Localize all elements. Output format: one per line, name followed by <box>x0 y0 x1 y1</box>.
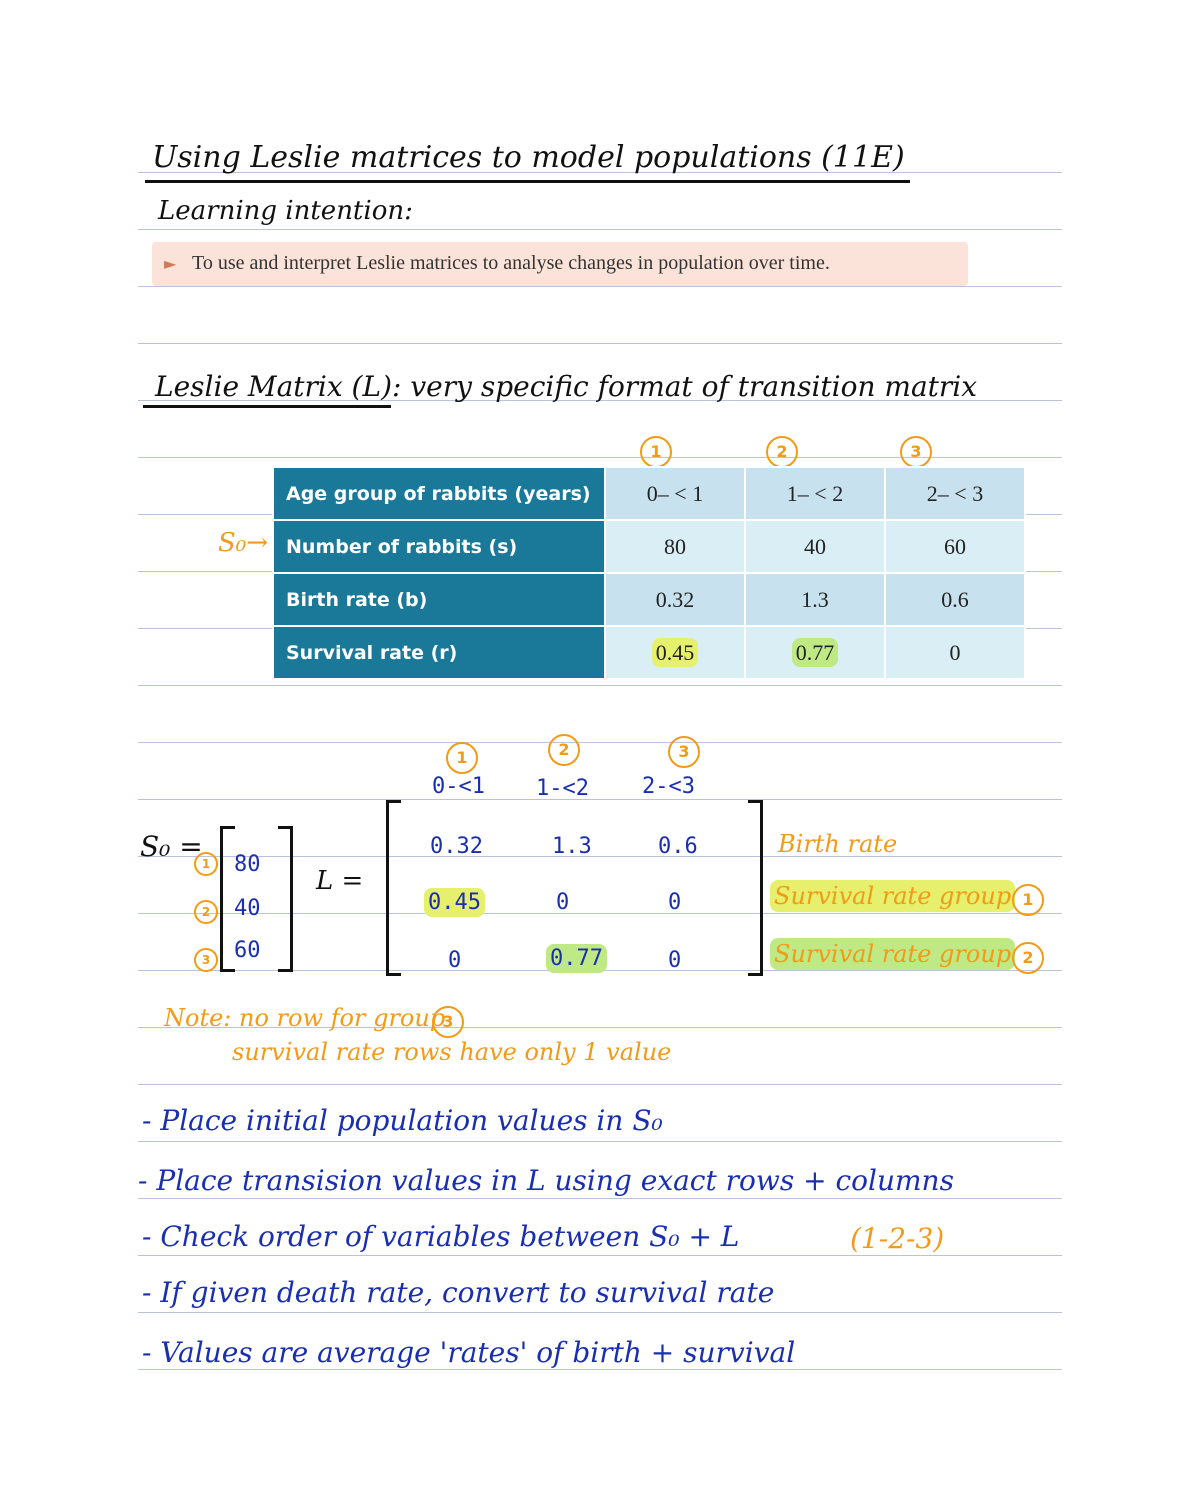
s0-right-bracket <box>278 826 293 972</box>
note-line-2: survival rate rows have only 1 value <box>232 1038 672 1066</box>
table-row <box>273 626 1025 679</box>
group-number-3: 3 <box>194 948 218 972</box>
row-label-survival-1 <box>770 882 1015 910</box>
title-underline <box>145 180 910 183</box>
table-cell: 80 <box>605 520 745 573</box>
matrix-col-header: 1-<2 <box>536 776 589 801</box>
note-line-1: Note: no row for group <box>164 1004 446 1032</box>
table-row <box>273 467 1025 520</box>
table-cell <box>745 626 885 679</box>
bullet-item: - Place initial population values in S₀ <box>142 1104 663 1137</box>
leslie-heading: Leslie Matrix (L) <box>155 370 393 403</box>
table-cell: 1.3 <box>745 573 885 626</box>
learning-intention-label: Learning intention: <box>158 196 413 226</box>
row-label-text: Survival rate group <box>770 938 1015 970</box>
group-number-2: 2 <box>548 734 580 766</box>
highlighted-value: 0.45 <box>424 888 485 917</box>
bullet-item: - If given death rate, convert to survival rate <box>142 1276 775 1309</box>
age-group-cell: 1– < 2 <box>745 467 885 520</box>
table-cell: 0.6 <box>885 573 1025 626</box>
bullet-item: - Place transision values in L using exact rows + columns <box>138 1164 954 1197</box>
matrix-cell <box>424 890 485 915</box>
s0-left-bracket <box>220 826 235 972</box>
age-group-cell: 2– < 3 <box>885 467 1025 520</box>
s0-value: 60 <box>234 938 261 963</box>
age-group-header: Age group of rabbits (years) <box>273 467 605 520</box>
s0-value: 80 <box>234 852 261 877</box>
l-label: L = <box>316 866 364 896</box>
group-number-1: 1 <box>194 852 218 876</box>
matrix-cell: 0 <box>668 948 682 973</box>
bullet-item: - Values are average 'rates' of birth + survival <box>142 1336 796 1369</box>
table-cell: 60 <box>885 520 1025 573</box>
group-number-1: 1 <box>1012 884 1044 916</box>
matrix-cell: 0.6 <box>658 834 698 859</box>
age-group-cell: 0– < 1 <box>605 467 745 520</box>
learning-intention-text: To use and interpret Leslie matrices to analyse changes in population over time. <box>192 252 830 274</box>
matrix-col-header: 2-<3 <box>642 774 695 799</box>
leslie-description: : very specific format of transition matrix <box>392 370 978 403</box>
group-number-2: 2 <box>194 900 218 924</box>
matrix-cell: 1.3 <box>552 834 592 859</box>
s0-value: 40 <box>234 896 261 921</box>
matrix-cell: 0 <box>448 948 462 973</box>
table-row <box>273 573 1025 626</box>
group-number-3: 3 <box>900 436 932 468</box>
row-label: Number of rabbits (s) <box>273 520 605 573</box>
row-label-text: Survival rate group <box>770 880 1015 912</box>
s0-label: S₀ = <box>140 830 203 863</box>
highlighted-value: 0.77 <box>792 638 839 667</box>
table-cell: 0.32 <box>605 573 745 626</box>
group-number-3: 3 <box>432 1006 464 1038</box>
row-label-birth: Birth rate <box>778 830 898 858</box>
group-number-1: 1 <box>446 742 478 774</box>
rabbit-data-table <box>272 466 1026 680</box>
table-cell <box>605 626 745 679</box>
matrix-cell: 0 <box>668 890 682 915</box>
highlighted-value: 0.45 <box>652 638 699 667</box>
triangle-right-icon: ► <box>164 254 177 273</box>
row-label-survival-2 <box>770 940 1015 968</box>
table-cell: 40 <box>745 520 885 573</box>
bullet-item: - Check order of variables between S₀ + L <box>142 1220 740 1253</box>
row-label: Birth rate (b) <box>273 573 605 626</box>
l-left-bracket <box>386 800 401 976</box>
group-number-2: 2 <box>766 436 798 468</box>
s0-pointer: S₀→ <box>218 528 269 558</box>
matrix-col-header: 0-<1 <box>432 774 485 799</box>
learning-intention-box <box>152 242 968 286</box>
table-row <box>273 520 1025 573</box>
group-number-2: 2 <box>1012 942 1044 974</box>
group-number-3: 3 <box>668 736 700 768</box>
table-cell: 0 <box>885 626 1025 679</box>
matrix-cell <box>546 946 607 971</box>
matrix-cell: 0 <box>556 890 570 915</box>
highlighted-value: 0.77 <box>546 944 607 973</box>
l-right-bracket <box>748 800 763 976</box>
group-number-1: 1 <box>640 436 672 468</box>
row-label: Survival rate (r) <box>273 626 605 679</box>
order-note: (1-2-3) <box>850 1222 945 1255</box>
matrix-cell: 0.32 <box>430 834 483 859</box>
leslie-underline <box>143 405 391 408</box>
page-title: Using Leslie matrices to model populations (11E) <box>152 140 905 175</box>
